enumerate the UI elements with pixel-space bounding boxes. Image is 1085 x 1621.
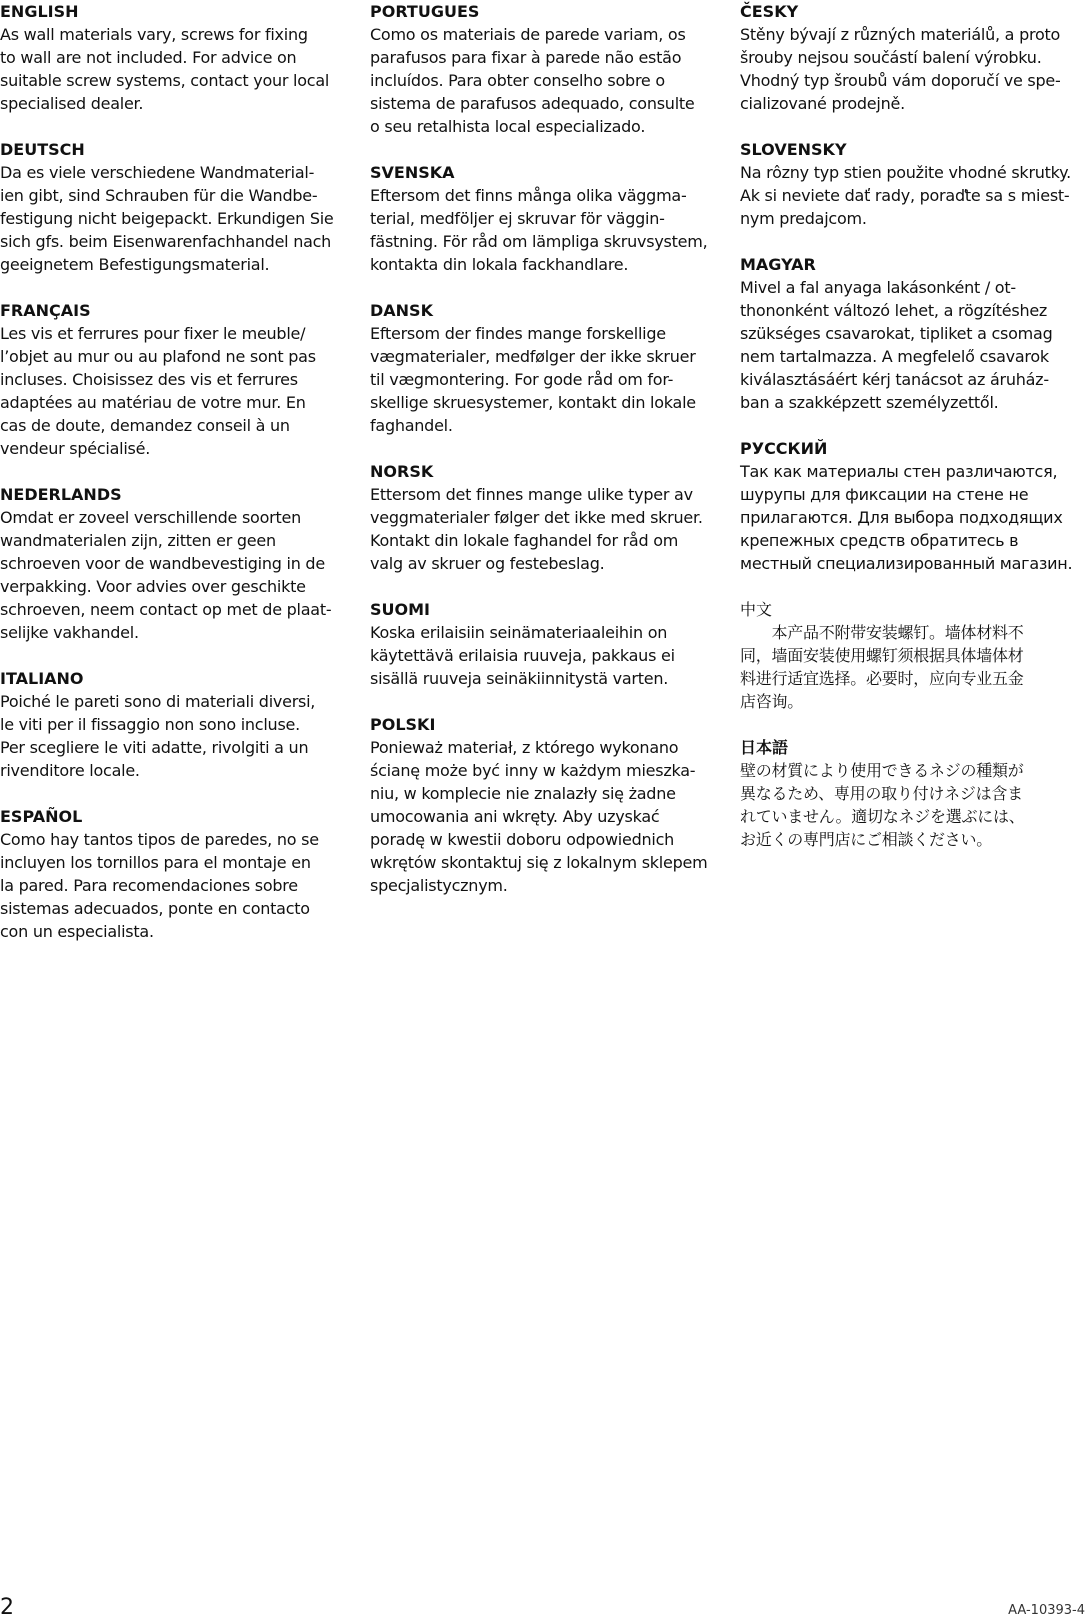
section-title: POLSKI [370,715,436,734]
section-body: Mivel a fal anyaga lakásonként / ot- thononként változó lehet, a rögzítéshez szükséges csavarokat, tipliket a csomag nem tartalmazza. A megfelelő csavarok kiválasztásáért kérj tanácsot az áruház- ban a szakképzett személyzettől. [740,278,1053,412]
section-body: Eftersom det finns många olika väggma- terial, medföljer ej skruvar för väggin- fästning. För råd om lämpliga skruvsystem, kontakta din lokala fackhandlare. [370,186,708,274]
section-body: Na rôzny typ stien použite vhodné skrutky. Ak si neviete dať rady, poraďte sa s miest- nym predajcom. [740,163,1071,228]
section-title: SVENSKA [370,163,455,182]
section-body: Ettersom det finnes mange ulike typer av veggmaterialer følger det ikke med skruer. Kontakt din lokale faghandel for råd om valg av skruer og festebeslag. [370,485,703,573]
section-title: ESPAÑOL [0,807,83,826]
section-russkiy [740,437,1085,575]
section-francais [0,299,350,460]
section-title: 中文 [740,600,773,619]
section-title: DEUTSCH [0,140,85,159]
section-title: MAGYAR [740,255,816,274]
section-body: Les vis et ferrures pour fixer le meuble/ l’objet au mur ou au plafond ne sont pas incluses. Choisissez des vis et ferrures adaptées au matériau de votre mur. En cas de doute, demandez conseil à un vendeur spécialisé. [0,324,316,458]
section-title: SUOMI [370,600,430,619]
section-title: NORSK [370,462,434,481]
section-body: Так как материалы стен различаются, шурупы для фиксации на стене не прилагаются. Для выбора подходящих крепежных средств обратитесь в местный специализированный магазин. [740,462,1073,573]
section-svenska [370,161,720,276]
section-title: PORTUGUES [370,2,480,21]
section-cesky [740,0,1085,115]
column-2 [370,0,720,920]
section-body: Koska erilaisiin seinämateriaaleihin on käytettävä erilaisia ruuveja, pakkaus ei sisällä ruuveja seinäkiinnitystä varten. [370,623,675,688]
section-title: SLOVENSKY [740,140,847,159]
section-body: Eftersom der findes mange forskellige vægmaterialer, medfølger der ikke skruer til vægmontering. For gode råd om for- skellige skruesystemer, kontakt din lokale faghandel. [370,324,696,435]
section-body: Poiché le pareti sono di materiali diversi, le viti per il fissaggio non sono incluse. Per scegliere le viti adatte, rivolgiti a un rivenditore locale. [0,692,316,780]
section-body: 壁の材質により使用できるネジの種類が 異なるため、専用の取り付けネジは含ま れていません。適切なネジを選ぶには、 お近くの専門店にご相談ください。 [740,761,1025,849]
section-title: NEDERLANDS [0,485,122,504]
section-nederlands [0,483,350,644]
section-body: As wall materials vary, screws for fixing to wall are not included. For advice on suitable screw systems, contact your local specialised dealer. [0,25,330,113]
section-polski [370,713,720,897]
column-3 [740,0,1085,874]
section-title: ENGLISH [0,2,79,21]
section-body: Omdat er zoveel verschillende soorten wandmaterialen zijn, zitten er geen schroeven voor de wandbevestiging in de verpakking. Voor advies over geschikte schroeven, neem contact op met de plaat- selijke vakhandel. [0,508,332,642]
section-title: DANSK [370,301,433,320]
section-deutsch [0,138,350,276]
section-japanese [740,736,1085,851]
section-english [0,0,350,115]
section-title: FRANÇAIS [0,301,91,320]
section-norsk [370,460,720,575]
section-espanol [0,805,350,943]
section-dansk [370,299,720,437]
section-body: Como hay tantos tipos de paredes, no se incluyen los tornillos para el montaje en la pared. Para recomendaciones sobre sistemas adecuados, ponte en contacto con un especialista. [0,830,319,941]
section-body: Da es viele verschiedene Wandmaterial- ien gibt, sind Schrauben für die Wandbe- festigung nicht beigepackt. Erkundigen Sie sich gfs. beim Eisenwarenfachhandel nach geeignetem Befestigungsmaterial. [0,163,334,274]
section-title: 日本語 [740,738,789,757]
section-body: Stěny bývají z různých materiálů, a proto šrouby nejsou součástí balení výrobku. Vhodný typ šroubů vám doporučí ve spe- cializované prodejně. [740,25,1061,113]
column-1 [0,0,350,966]
section-body: 本产品不附带安装螺钉。墙体材料不 同，墙面安装使用螺钉须根据具体墙体材 料进行适宜选择。必要时，应向专业五金 店咨询。 [740,623,1024,711]
section-magyar [740,253,1085,414]
section-portugues [370,0,720,138]
section-slovensky [740,138,1085,230]
section-body: Ponieważ materiał, z którego wykonano ścianę może być inny w każdym mieszka- niu, w komplecie nie znalazły się żadne umocowania ani wkręty. Aby uzyskać poradę w kwestii doboru odpowiednich wkrętów skontaktuj się z lokalnym sklepem specjalistycznym. [370,738,708,895]
section-title: ITALIANO [0,669,84,688]
section-body: Como os materiais de parede variam, os parafusos para fixar à parede não estão incluídos. Para obter conselho sobre o sistema de parafusos adequado, consulte o seu retalhista local especializado. [370,25,695,136]
section-chinese [740,598,1085,713]
document-code: AA-10393-4 [1008,1603,1085,1618]
section-title: ČESKY [740,2,799,21]
page-number: 2 [0,1595,14,1620]
section-suomi [370,598,720,690]
section-title: РУССКИЙ [740,439,828,458]
section-italiano [0,667,350,782]
